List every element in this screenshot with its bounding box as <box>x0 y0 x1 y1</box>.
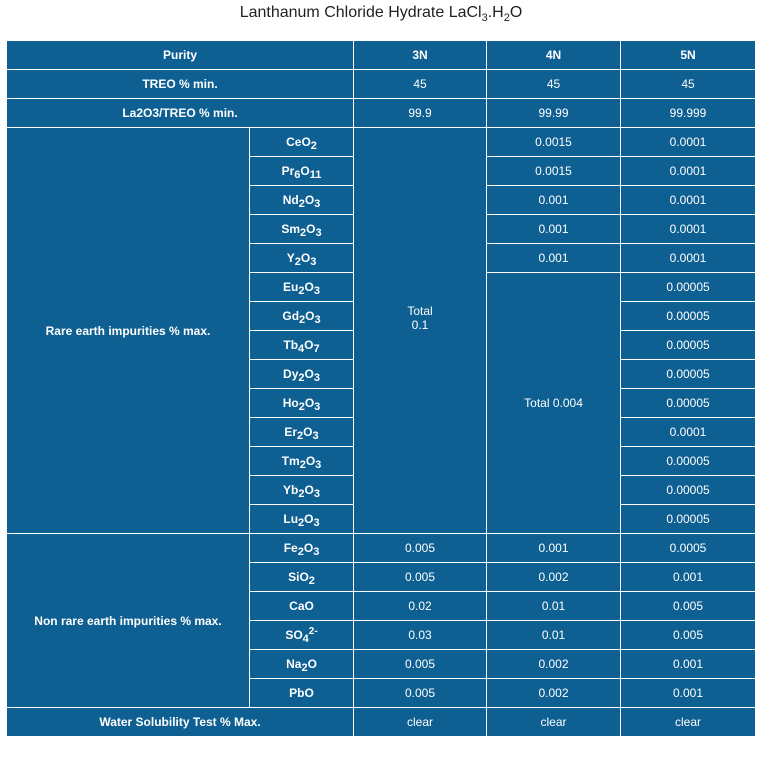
formula-cell <box>250 534 354 563</box>
specification-table <box>6 40 756 737</box>
formula-cell <box>250 505 354 534</box>
value-3n: 0.005 <box>354 679 487 708</box>
formula-element: CaO <box>289 599 314 613</box>
formula-subscript: 3 <box>314 198 321 210</box>
rare-earth-row <box>7 128 756 157</box>
value-4n: 0.002 <box>487 650 621 679</box>
formula-element: Pr <box>281 164 295 178</box>
formula-subscript: 3 <box>313 488 320 500</box>
la-ratio-label: La2O3/TREO % min. <box>7 99 354 128</box>
formula-subscript: 3 <box>315 459 322 471</box>
formula-subscript: 2 <box>301 662 308 674</box>
formula-element: Tb <box>283 338 299 352</box>
formula-subscript: 2 <box>298 517 305 529</box>
grade-5n-header: 5N <box>621 41 756 70</box>
grade-3n-header: 3N <box>354 41 487 70</box>
value-3n: 0.03 <box>354 621 487 650</box>
value-5n: 0.0001 <box>621 215 756 244</box>
treo-label: TREO % min. <box>7 70 354 99</box>
formula-element: Nd <box>282 193 299 207</box>
water-3n: clear <box>354 708 487 737</box>
water-5n: clear <box>621 708 756 737</box>
formula-cell <box>250 186 354 215</box>
page-title <box>0 0 762 38</box>
title-suffix: O <box>509 4 523 21</box>
formula-cell <box>250 563 354 592</box>
value-5n: 0.001 <box>621 679 756 708</box>
formula-element: O <box>306 222 316 236</box>
formula-cell <box>250 476 354 505</box>
value-4n: 0.001 <box>487 244 621 273</box>
formula-cell <box>250 273 354 302</box>
non-rare-earth-label: Non rare earth impurities % max. <box>7 534 250 708</box>
formula-element: Dy <box>283 367 299 381</box>
formula-cell <box>250 679 354 708</box>
value-5n: 0.00005 <box>621 389 756 418</box>
formula-element: O <box>304 483 314 497</box>
la-ratio-5n: 99.999 <box>621 99 756 128</box>
value-5n: 0.00005 <box>621 476 756 505</box>
formula-cell <box>250 418 354 447</box>
value-4n: 0.0015 <box>487 128 621 157</box>
formula-element: O <box>301 135 311 149</box>
formula-element: O <box>304 512 314 526</box>
formula-element: O <box>293 628 303 642</box>
formula-subscript: 2 <box>298 372 305 384</box>
title-prefix: Lanthanum Chloride Hydrate LaCl <box>239 4 482 21</box>
formula-subscript: 3 <box>314 314 321 326</box>
formula-cell <box>250 331 354 360</box>
formula-element: Y <box>286 251 295 265</box>
grade-4n-header: 4N <box>487 41 621 70</box>
formula-element: Ce <box>286 135 302 149</box>
formula-subscript: 4 <box>298 343 305 355</box>
formula-subscript: 2 <box>298 198 305 210</box>
formula-element: O <box>304 367 314 381</box>
value-4n: 0.002 <box>487 679 621 708</box>
formula-subscript: 3 <box>313 285 320 297</box>
rare-earth-total-4n: Total 0.004 <box>487 273 621 534</box>
formula-subscript: 2 <box>310 140 317 152</box>
value-5n: 0.005 <box>621 592 756 621</box>
rare-earth-label: Rare earth impurities % max. <box>7 128 250 534</box>
formula-element: O <box>300 164 310 178</box>
title-sub-2: 2 <box>503 12 510 25</box>
value-4n: 0.0015 <box>487 157 621 186</box>
formula-element: Na <box>286 657 302 671</box>
formula-subscript: 2 <box>298 285 305 297</box>
formula-element: Tm <box>281 454 300 468</box>
formula-cell <box>250 621 354 650</box>
formula-subscript: 2 <box>297 430 304 442</box>
value-4n: 0.001 <box>487 186 621 215</box>
value-5n: 0.00005 <box>621 331 756 360</box>
formula-element: Eu <box>283 280 299 294</box>
formula-element: S <box>285 628 294 642</box>
formula-cell <box>250 447 354 476</box>
formula-subscript: 2 <box>297 546 304 558</box>
value-4n: 0.001 <box>487 534 621 563</box>
formula-superscript: 2- <box>308 626 318 637</box>
formula-subscript: 2 <box>300 227 307 239</box>
formula-cell <box>250 302 354 331</box>
value-5n: 0.00005 <box>621 505 756 534</box>
formula-element: O <box>300 251 311 265</box>
formula-cell <box>250 360 354 389</box>
value-5n: 0.0001 <box>621 244 756 273</box>
value-5n: 0.0001 <box>621 128 756 157</box>
value-5n: 0.0005 <box>621 534 756 563</box>
value-5n: 0.00005 <box>621 273 756 302</box>
purity-header: Purity <box>7 41 354 70</box>
formula-element: Si <box>288 570 300 584</box>
formula-cell <box>250 389 354 418</box>
title-sub-1: 3 <box>481 12 488 25</box>
value-5n: 0.00005 <box>621 302 756 331</box>
la-ratio-row <box>7 99 756 128</box>
formula-element: PbO <box>289 686 314 700</box>
treo-5n: 45 <box>621 70 756 99</box>
formula-subscript: 3 <box>313 517 320 529</box>
value-3n: 0.005 <box>354 650 487 679</box>
water-solubility-row <box>7 708 756 737</box>
value-4n: 0.01 <box>487 621 621 650</box>
formula-subscript: 2 <box>299 459 306 471</box>
value-5n: 0.0001 <box>621 157 756 186</box>
formula-subscript: 6 <box>294 169 301 181</box>
formula-element: Sm <box>281 222 301 236</box>
treo-3n: 45 <box>354 70 487 99</box>
value-5n: 0.0001 <box>621 186 756 215</box>
formula-subscript: 4 <box>302 633 309 645</box>
formula-subscript: 3 <box>314 401 321 413</box>
formula-cell <box>250 650 354 679</box>
treo-row <box>7 70 756 99</box>
formula-cell <box>250 128 354 157</box>
formula-element: O <box>304 396 315 410</box>
formula-subscript: 3 <box>315 227 322 239</box>
la-ratio-3n: 99.9 <box>354 99 487 128</box>
value-5n: 0.0001 <box>621 418 756 447</box>
formula-element: Yb <box>283 483 299 497</box>
total-3n-word: Total <box>407 303 433 318</box>
formula-subscript: 2 <box>308 575 315 587</box>
formula-cell <box>250 592 354 621</box>
formula-element: O <box>303 425 313 439</box>
formula-element: Fe <box>283 541 298 555</box>
value-4n: 0.01 <box>487 592 621 621</box>
formula-element: Er <box>284 425 298 439</box>
header-row <box>7 41 756 70</box>
formula-element: Gd <box>282 309 300 323</box>
treo-4n: 45 <box>487 70 621 99</box>
formula-element: O <box>299 570 309 584</box>
value-4n: 0.002 <box>487 563 621 592</box>
formula-subscript: 3 <box>312 430 319 442</box>
formula-subscript: 11 <box>309 169 322 181</box>
formula-subscript: 2 <box>298 488 305 500</box>
value-3n: 0.005 <box>354 534 487 563</box>
formula-element: O <box>304 280 314 294</box>
formula-cell <box>250 157 354 186</box>
formula-subscript: 2 <box>294 256 301 268</box>
value-5n: 0.001 <box>621 563 756 592</box>
value-5n: 0.00005 <box>621 360 756 389</box>
formula-element: Ho <box>282 396 299 410</box>
rare-earth-total-3n <box>354 128 487 534</box>
formula-subscript: 3 <box>313 372 320 384</box>
value-4n: 0.001 <box>487 215 621 244</box>
title-mid: .H <box>487 4 504 21</box>
formula-subscript: 2 <box>299 314 306 326</box>
formula-subscript: 2 <box>298 401 305 413</box>
formula-element: O <box>304 338 314 352</box>
value-5n: 0.00005 <box>621 447 756 476</box>
total-3n-value: 0.1 <box>411 317 429 332</box>
formula-element: O <box>305 309 315 323</box>
formula-element: O <box>305 454 316 468</box>
formula-element: O <box>304 193 315 207</box>
value-5n: 0.005 <box>621 621 756 650</box>
formula-subscript: 7 <box>313 343 320 355</box>
value-3n: 0.02 <box>354 592 487 621</box>
value-3n: 0.005 <box>354 563 487 592</box>
formula-element: O <box>303 541 314 555</box>
la-ratio-4n: 99.99 <box>487 99 621 128</box>
water-4n: clear <box>487 708 621 737</box>
water-solubility-label: Water Solubility Test % Max. <box>7 708 354 737</box>
value-5n: 0.001 <box>621 650 756 679</box>
formula-subscript: 3 <box>310 256 317 268</box>
formula-element: Lu <box>283 512 299 526</box>
formula-cell <box>250 215 354 244</box>
non-rare-earth-row <box>7 534 756 563</box>
formula-subscript: 3 <box>313 546 320 558</box>
formula-cell <box>250 244 354 273</box>
formula-element: O <box>307 657 317 671</box>
